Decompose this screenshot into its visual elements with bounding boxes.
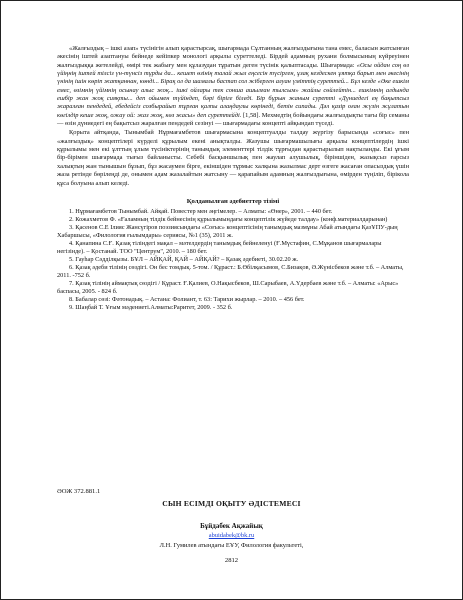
paragraph-1-intro: «Жалғыздық – ішкі азап» түсінігін алып қарастырсақ, шығармада Сұлтанның жалғыздығына тана емес, баласын жатсынған әкесінің іштей азаптануы бейнеде кейіпкер монологі арқылы суреттеледі. Бірдей адамның рухани болмысының күйреуінен жалғыздыққа жетелейді, өмірі тек жабығу мен құлазудан тұратын деген түсінік қалыптасады. Шығармада: (57, 45, 409, 69)
paragraph-1-end: [1,58]. Мехмедтің бойындағы жалғыздықты тағы бір семаны — өзін дүниедегі ең бақытсыз жаралған пендедей сезінуі — шығармадағы концепті айқындап түседі. (57, 111, 409, 128)
reference-item: 5. Гауһар Сәдділқызы. БҰЛ – АЙҚАЙ, ҚАЙ – АЙҚАЙ? – Қазақ әдебиеті, 30.02.20 ж. (69, 255, 299, 263)
reference-item: 3. Қасенов С.Е Ілияс Жансүгіров поэзиясындағы «Соғыс» концептісінің танымдық мазмұны Абай атындағы ҚазҰПУ-дың Хабаршысы, «Филология ғылымдары» сериясы, №1 (35), 2011 ж. (57, 223, 398, 239)
paragraph-1-quote: «Осы ойдан соң өз үйіңнің іштей тілсіз үн-түнсіз тұрды да... кешет өзінің талай жыл еңсесін түсірген, ұзақ кездескен ұятқа барып мен әкесінің үнінің ішін көріп жатқаннан, көнді... Бірақ ол да шамалы бастап сол жіберген алуан үміттің суреттей... Бұл кезде «Әке ешкім емес, өзімнің үйімнің осынау алыс жоқ... ішкі ойлары тек сонша ашылған тылсым» жайлы сөйлейтін... ешкімнің алдында ешбір жан жоқ сияқты... деп ойымен түйіндеп, бәрі біріге біледі. Бір бұрын жаным суретті «Дүниедегі ең бақытсыз жаралған пендедей, ебедейсіз созбырайып тұрған қалпы алаңдаулы көрінеді, бетін сипады. Дәл қазір оған жүзін жұлатын көгілдір кеше жоқ, ожау ой: жаз жоқ, көз жасы» деп суреттейді. (57, 61, 409, 119)
article-title: СЫН ЕСІМДІ ОҚЫТУ ӘДІСТЕМЕСІ (162, 499, 301, 508)
page-number: 2812 (224, 557, 239, 564)
author-email-link[interactable]: abuidabek@bk.ru (208, 532, 255, 539)
reference-item: 2. Кожахметов Ф. «Ғаламның тілдік бейнесінің құрылымындағы концептілік жүйеде талдау» (конф.материалдарынан) (69, 215, 388, 223)
author-affiliation: Л.Н. Гумилев атындағы ЕҰУ, Филология факультеті, (159, 542, 304, 549)
reference-item: 7. Қазақ тілінің аймақтық сөздігі / Құраст. Ғ.Қалиев, О.Нақысбеков, Ш.Сарыбаев, А.Үдербаев және т.б. – Алматы: «Арыс» баспасы, 2005. - 824 б. (57, 279, 399, 295)
udc-code: ӘОЖ 372.881.1 (57, 488, 101, 495)
reference-item: 8. Бабалар сөзі: Фәтонадық. – Астана: Фолиант, т. 63: Тарихи жырлар. – 2010. – 456 бет. (69, 295, 305, 303)
references-list (57, 208, 409, 312)
reference-item: 6. Қазақ әдеби тілінің сөздігі. Он бес томдық. 5-том. / Құраст.: Б.Өбілқасымов, С.Бизақов, Ә.Жүнісбеков және т.б. – Алматы, 2011. -752 б. (57, 263, 404, 279)
main-text-block (57, 45, 409, 312)
author-name: Бұйдабек Ақжайық (200, 522, 263, 530)
paragraph-2: Қорыта айтқанда, Тынымбай Нұрмағамбетов шығармасына концептуалды талдау жүргізу барысында «соғыс» пен «жалғыздық» концептілері күрделі құрылым екені анықталды. Жазушы шығармашылығы арқылы концептілердің ішкі құрылымы мен екі ұлттың ұлым түсініктерінің танымдық элементтері тілдік тұрғыдан қарастырылып нақтыланды. Екі ұғым бір-бірімен шығармада тығыз байланысты. Себебі басқыншылық пен жаулап алушылық, біріншіден, жазықсыз ғарсыз халықтың жан тынышын бұзып, бұз жасаумен бірге, екіншіден тұрмыс халқына жазылмас дерт өзгеге жасаған опасыздық үшін жаза ретінде бөрілеңді де, онымен адам жазалайтын жатсыну — қарапайым адамның жалғыздығына, өмірден түңіліп, бірікола құса болуына алып келеді. (57, 129, 409, 187)
reference-item: 1. Нұрмағамбетов Тынымбай. Айқай. Повестер мен әңгімелер. – Алматы: «Өнер», 2001. – 440 бет. (69, 207, 333, 215)
paragraph-1 (57, 45, 409, 128)
references-heading: Қолданылған әдебиеттер тізімі (186, 197, 280, 205)
reference-item: 4. Қанапина С.Ғ. Қазақ тіліндегі мақал – мәтелдердің танымдық бейнеленуі (Ғ.Мүстафин, С.Мұқанов шығармалары негізінде). – Қостанай. ТОО "Центрум", 2010. – 180 бет. (57, 239, 382, 255)
reference-item: 9. Шаңбай Т. Ұғым мәдениеті.Алматы:Раритет, 2009. - 352 б. (69, 303, 233, 311)
